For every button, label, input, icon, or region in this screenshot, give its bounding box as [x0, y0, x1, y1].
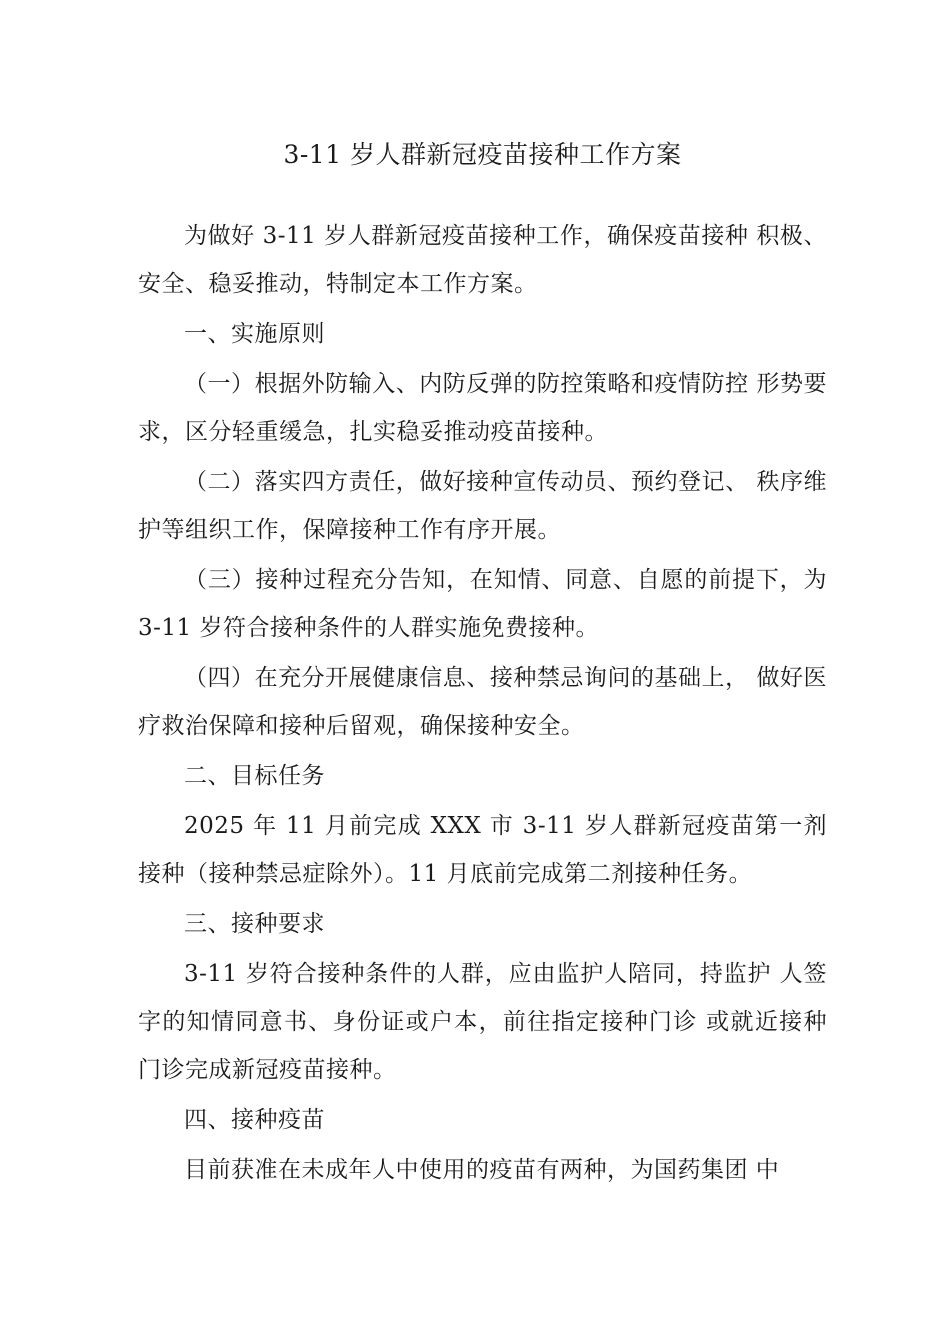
vaccines-paragraph: 目前获准在未成年人中使用的疫苗有两种，为国药集团 中 — [184, 1157, 780, 1183]
section-heading-requirements: 三、接种要求 — [184, 911, 325, 937]
section-heading-vaccines: 四、接种疫苗 — [184, 1107, 325, 1133]
intro-paragraph: 为做好 3-11 岁人群新冠疫苗接种工作，确保疫苗接种 积极、安全、稳妥推动，特制定本工作方案。 — [138, 223, 827, 297]
principle-item-4: （四）在充分开展健康信息、接种禁忌询问的基础上， 做好医疗救治保障和接种后留观，确保接种安全。 — [138, 665, 827, 739]
section-heading-principles: 一、实施原则 — [184, 321, 325, 347]
section-heading-goals: 二、目标任务 — [184, 763, 325, 789]
document-title: 3-11 岁人群新冠疫苗接种工作方案 — [283, 140, 682, 169]
requirements-paragraph: 3-11 岁符合接种条件的人群，应由监护人陪同，持监护 人签字的知情同意书、身份证或户本，前往指定接种门诊 或就近接种门诊完成新冠疫苗接种。 — [138, 961, 827, 1083]
principle-item-1: （一）根据外防输入、内防反弹的防控策略和疫情防控 形势要求，区分轻重缓急，扎实稳妥推动疫苗接种。 — [138, 371, 827, 445]
principle-item-2: （二）落实四方责任，做好接种宣传动员、预约登记、 秩序维护等组织工作，保障接种工作有序开展。 — [138, 469, 827, 543]
goals-paragraph: 2025 年 11 月前完成 XXX 市 3-11 岁人群新冠疫苗第一剂 接种（接种禁忌症除外）。11 月底前完成第二剂接种任务。 — [138, 813, 827, 887]
principle-item-3: （三）接种过程充分告知，在知情、同意、自愿的前提下，为 3-11 岁符合接种条件的人群实施免费接种。 — [138, 567, 827, 641]
